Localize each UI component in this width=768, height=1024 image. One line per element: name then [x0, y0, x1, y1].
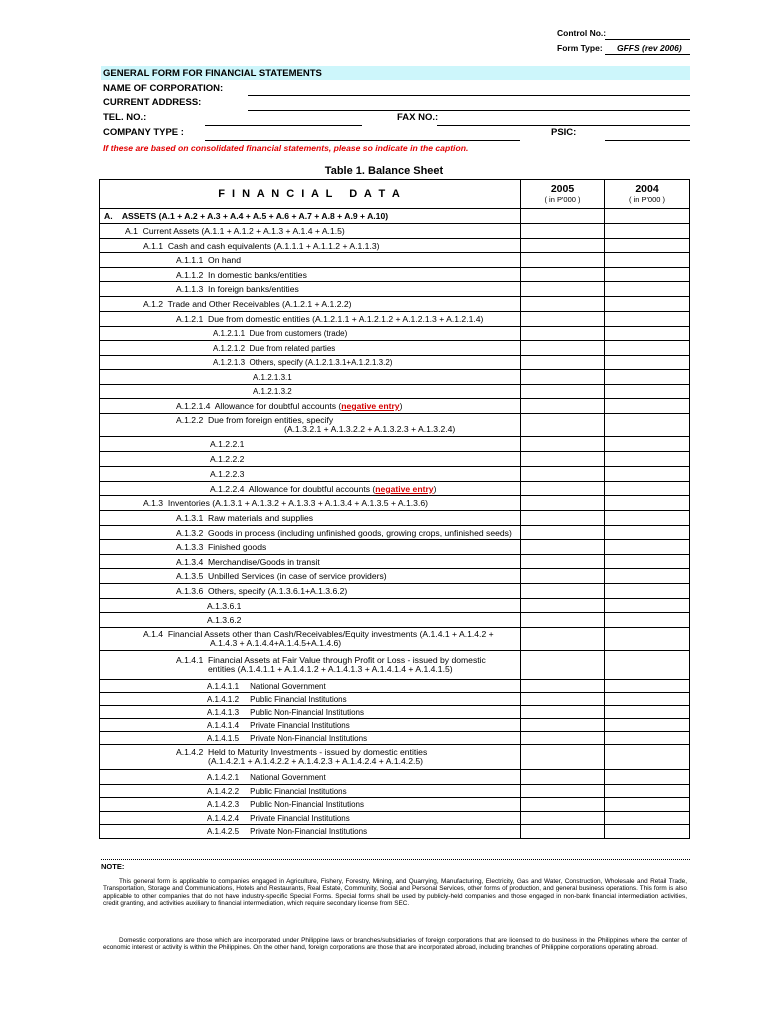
corporation-name-label: NAME OF CORPORATION:: [103, 83, 224, 94]
row-label-cell: [100, 437, 521, 452]
value-2005-cell[interactable]: [521, 651, 605, 680]
row-label: A.1.1.3 In foreign banks/entities: [176, 284, 299, 294]
year-2004-header: [605, 180, 690, 209]
table-row: [100, 209, 690, 224]
row-label: A.1.2.1.4 Allowance for doubtful accounts (: [176, 401, 342, 411]
control-no-field[interactable]: [605, 39, 690, 40]
value-2005-cell[interactable]: [521, 341, 605, 356]
value-2005-cell[interactable]: [521, 268, 605, 282]
value-2004-cell[interactable]: [605, 414, 690, 437]
row-label-cell: [100, 651, 521, 680]
row-label-cell: [100, 745, 521, 770]
row-label: A.1.4.1.5 Private Non-Financial Institutions: [207, 733, 368, 743]
table-row: [100, 628, 690, 651]
table-row: [100, 651, 690, 680]
table-row: [100, 341, 690, 356]
notes-paragraph-1: This general form is applicable to companies engaged in Agriculture, Fishery, Forestry, Mining, and Quarrying, Manufacturing, Electricity, Gas and Water, Construction, Wholesale and Retail Trade, Transportation, Storage and Communications, Hotels and Restaurants, Real Estate, Community, Social and Personal Services, other forms of production, and general business operations. This form is also applicable to other companies that do not have industry-specific Special Forms. Special forms shall be used by publicly-held companies and those engaged in non-bank financial intermediation activities, credit granting, and activities auxiliary to financial intermediation, which require secondary license from SEC.: [103, 878, 687, 907]
row-label: A.1.1.2 In domestic banks/entities: [176, 269, 307, 280]
value-2004-cell[interactable]: [605, 437, 690, 452]
value-2005-cell[interactable]: [521, 569, 605, 584]
value-2004-cell[interactable]: [605, 482, 690, 496]
notes-paragraph-2: Domestic corporations are those which are incorporated under Philippine laws or branches/subsidiaries of foreign corporations that are licensed to do business in the Philippines where the center of economic interest or activity is within the Philippines. On the other hand, foreign corporations are those that are incorporated abroad, including branches of Philippine corporations operating abroad.: [103, 937, 687, 952]
row-label: A.1.4.2.5 Private Non-Financial Institutions: [207, 827, 368, 836]
row-label-cell: [100, 680, 521, 693]
row-label-cell: [100, 253, 521, 268]
row-label-cell: [100, 414, 521, 437]
value-2004-cell[interactable]: [605, 745, 690, 770]
table-row: [100, 399, 690, 414]
value-2004-cell[interactable]: [605, 312, 690, 327]
row-label-cell: [100, 224, 521, 239]
row-label-cell: [100, 482, 521, 496]
form-title: GENERAL FORM FOR FINANCIAL STATEMENTS: [103, 68, 322, 79]
row-label-cell: [100, 399, 521, 414]
row-label-cell: [100, 584, 521, 599]
table-row: [100, 584, 690, 599]
table-row: [100, 540, 690, 555]
table-row: [100, 526, 690, 540]
row-label-cell: [100, 719, 521, 732]
table-row: [100, 732, 690, 745]
value-2004-cell[interactable]: [605, 385, 690, 399]
value-2004-cell[interactable]: [605, 282, 690, 297]
row-label-continued: (A.1.4.2.1 + A.1.4.2.2 + A.1.4.2.3 + A.1.4.2.4 + A.1.4.2.5): [208, 756, 424, 766]
value-2005-cell[interactable]: [521, 706, 605, 719]
value-2004-cell[interactable]: [605, 370, 690, 385]
table-row: [100, 693, 690, 706]
negative-entry-label: negative entry: [375, 483, 434, 494]
value-2004-cell[interactable]: [605, 613, 690, 628]
row-label: A.1.4.2.4 Private Financial Institutions: [207, 813, 350, 823]
table-row: [100, 569, 690, 584]
fax-no-label: FAX NO.:: [397, 112, 439, 123]
company-type-field[interactable]: [205, 140, 520, 141]
table-header-row: [100, 180, 690, 209]
tel-no-label: TEL. NO.:: [103, 112, 147, 123]
year-2005-header: [521, 180, 605, 209]
negative-entry-label: negative entry: [341, 401, 400, 411]
row-label: A.1.2.2.4 Allowance for doubtful accounts (: [210, 483, 376, 494]
table-row: [100, 312, 690, 327]
row-label: A.1.4.1.2 Public Financial Institutions: [207, 694, 347, 704]
year-2004-label: 2004: [635, 182, 659, 195]
value-2004-cell[interactable]: [605, 209, 690, 224]
row-label: A.1.3.1 Raw materials and supplies: [176, 513, 314, 523]
row-label: A. ASSETS (A.1 + A.2 + A.3 + A.4 + A.5 + A.6 + A.7 + A.8 + A.9 + A.10): [104, 211, 389, 221]
value-2005-cell[interactable]: [521, 613, 605, 628]
value-2005-cell[interactable]: [521, 482, 605, 496]
row-label-cell: [100, 569, 521, 584]
row-label-cell: [100, 496, 521, 511]
row-label: A.1.3.3 Finished goods: [176, 542, 267, 552]
table-row: [100, 370, 690, 385]
consolidated-caption-note: If these are based on consolidated financial statements, please so indicate in the caption.: [103, 143, 469, 153]
value-2004-cell[interactable]: [605, 555, 690, 569]
year-2005-label: 2005: [550, 182, 575, 195]
value-2004-cell[interactable]: [605, 628, 690, 651]
row-label: A.1 Current Assets (A.1.1 + A.1.2 + A.1.3 + A.1.4 + A.1.5): [125, 226, 345, 236]
table-row: [100, 385, 690, 399]
value-2005-cell[interactable]: [521, 584, 605, 599]
value-2005-cell[interactable]: [521, 496, 605, 511]
table-row: [100, 680, 690, 693]
row-label: A.1.3.5 Unbilled Services (in case of service providers): [176, 571, 387, 581]
row-label-cell: [100, 599, 521, 613]
row-label: A.1.4 Financial Assets other than Cash/Receivables/Equity investments (A.1.4.1 + A.1.4.2 +: [143, 629, 494, 639]
table-row: [100, 719, 690, 732]
row-label-cell: [100, 341, 521, 356]
value-2004-cell[interactable]: [605, 356, 690, 370]
row-label: A.1.4.2 Held to Maturity Investments - issued by domestic entities: [176, 747, 428, 757]
value-2004-cell[interactable]: [605, 224, 690, 239]
value-2005-cell[interactable]: [521, 253, 605, 268]
value-2005-cell[interactable]: [521, 297, 605, 312]
row-label-cell: [100, 770, 521, 785]
row-label-cell: [100, 540, 521, 555]
row-label-cell: [100, 268, 521, 282]
row-label: A.1.2.1.2 Due from related parties: [213, 343, 336, 353]
table-row: [100, 224, 690, 239]
row-label: A.1.3 Inventories (A.1.3.1 + A.1.3.2 + A.1.3.3 + A.1.3.4 + A.1.3.5 + A.1.3.6): [143, 498, 428, 508]
table-row: [100, 467, 690, 482]
row-label: A.1.2.1.3 Others, specify (A.1.2.1.3.1+A.1.2.1.3.2): [213, 358, 393, 367]
row-label: A.1.2.2 Due from foreign entities, specify: [176, 415, 334, 425]
year-2004-unit: ( in P'000 ): [628, 194, 666, 204]
value-2005-cell[interactable]: [521, 511, 605, 526]
value-2004-cell[interactable]: [605, 239, 690, 253]
financial-data-header: F I N A N C I A L D A T A: [100, 180, 521, 209]
value-2005-cell[interactable]: [521, 437, 605, 452]
row-label: A.1.4.1.1 National Government: [207, 681, 326, 691]
row-label-cell: [100, 370, 521, 385]
table-row: [100, 825, 690, 839]
table-row: [100, 356, 690, 370]
value-2005-cell[interactable]: [521, 526, 605, 540]
table-row: [100, 414, 690, 437]
row-label-suffix: ): [433, 483, 437, 494]
value-2004-cell[interactable]: [605, 825, 690, 839]
table-row: [100, 812, 690, 825]
table-row: [100, 511, 690, 526]
corporation-name-field[interactable]: [248, 95, 690, 96]
value-2005-cell[interactable]: [521, 812, 605, 825]
value-2005-cell[interactable]: [521, 785, 605, 798]
table-title: Table 1. Balance Sheet: [324, 165, 444, 177]
row-label: A.1.4.1.4 Private Financial Institutions: [207, 720, 350, 730]
row-label-cell: [100, 706, 521, 719]
value-2005-cell[interactable]: [521, 312, 605, 327]
value-2005-cell[interactable]: [521, 540, 605, 555]
company-type-label: COMPANY TYPE :: [103, 127, 184, 138]
row-label: A.1.3.6.2: [207, 615, 242, 625]
notes-divider: [101, 859, 690, 860]
value-2004-cell[interactable]: [605, 812, 690, 825]
table-row: [100, 706, 690, 719]
table-row: [100, 496, 690, 511]
value-2005-cell[interactable]: [521, 414, 605, 437]
fax-no-field[interactable]: [437, 125, 690, 126]
current-address-field[interactable]: [248, 110, 690, 111]
row-label-cell: [100, 239, 521, 253]
row-label-cell: [100, 312, 521, 327]
row-label: A.1.4.1.3 Public Non-Financial Institutions: [207, 707, 364, 717]
row-label: A.1.3.6 Others, specify (A.1.3.6.1+A.1.3.6.2): [176, 586, 348, 596]
value-2004-cell[interactable]: [605, 452, 690, 467]
value-2005-cell[interactable]: [521, 825, 605, 839]
row-label: A.1.2.2.1: [210, 439, 245, 449]
value-2004-cell[interactable]: [605, 785, 690, 798]
notes-heading: NOTE:: [101, 862, 125, 871]
form-type-value: GFFS (rev 2006): [617, 43, 682, 53]
value-2004-cell[interactable]: [605, 706, 690, 719]
value-2004-cell[interactable]: [605, 732, 690, 745]
value-2005-cell[interactable]: [521, 693, 605, 706]
value-2005-cell[interactable]: [521, 599, 605, 613]
row-label: A.1.2.1.3.1: [253, 372, 292, 382]
value-2004-cell[interactable]: [605, 693, 690, 706]
value-2005-cell[interactable]: [521, 745, 605, 770]
value-2004-cell[interactable]: [605, 297, 690, 312]
table-row: [100, 785, 690, 798]
value-2004-cell[interactable]: [605, 569, 690, 584]
row-label: A.1.2 Trade and Other Receivables (A.1.2.1 + A.1.2.2): [143, 299, 352, 309]
value-2005-cell[interactable]: [521, 770, 605, 785]
row-label: A.1.4.2.3 Public Non-Financial Institutions: [207, 800, 364, 809]
value-2005-cell[interactable]: [521, 399, 605, 414]
value-2005-cell[interactable]: [521, 356, 605, 370]
row-label-cell: [100, 785, 521, 798]
row-label-cell: [100, 526, 521, 540]
table-row: [100, 437, 690, 452]
row-label: A.1.2.1 Due from domestic entities (A.1.2.1.1 + A.1.2.1.2 + A.1.2.1.3 + A.1.2.1.4): [176, 314, 484, 324]
row-label-continued: (A.1.3.2.1 + A.1.3.2.2 + A.1.3.2.3 + A.1.3.2.4): [284, 424, 456, 434]
row-label-cell: [100, 555, 521, 569]
table-row: [100, 599, 690, 613]
row-label: A.1.3.4 Merchandise/Goods in transit: [176, 556, 320, 567]
value-2005-cell[interactable]: [521, 209, 605, 224]
control-no-label: Control No.:: [557, 28, 607, 38]
value-2005-cell[interactable]: [521, 239, 605, 253]
row-label-cell: [100, 297, 521, 312]
row-label-cell: [100, 209, 521, 224]
table-row: [100, 253, 690, 268]
form-type-underline: [605, 54, 690, 55]
table-row: [100, 482, 690, 496]
row-label: A.1.2.1.1 Due from customers (trade): [213, 329, 348, 338]
row-label-cell: [100, 798, 521, 812]
row-label-cell: [100, 282, 521, 297]
table-row: [100, 745, 690, 770]
value-2004-cell[interactable]: [605, 253, 690, 268]
table-row: [100, 452, 690, 467]
row-label-cell: [100, 467, 521, 482]
row-label-suffix: ): [399, 401, 403, 411]
table-row: [100, 798, 690, 812]
value-2005-cell[interactable]: [521, 452, 605, 467]
value-2004-cell[interactable]: [605, 651, 690, 680]
value-2005-cell[interactable]: [521, 327, 605, 341]
table-row: [100, 327, 690, 341]
value-2004-cell[interactable]: [605, 584, 690, 599]
value-2004-cell[interactable]: [605, 526, 690, 540]
row-label-cell: [100, 825, 521, 839]
table-row: [100, 268, 690, 282]
value-2004-cell[interactable]: [605, 399, 690, 414]
table-row: [100, 555, 690, 569]
row-label: A.1.4.1 Financial Assets at Fair Value through Profit or Loss - issued by domestic: [176, 655, 486, 665]
row-label-cell: [100, 628, 521, 651]
table-row: [100, 297, 690, 312]
row-label: A.1.1.1 On hand: [176, 255, 241, 265]
row-label: A.1.3.6.1: [207, 600, 242, 611]
value-2005-cell[interactable]: [521, 732, 605, 745]
row-label-continued: A.1.4.3 + A.1.4.4+A.1.4.5+A.1.4.6): [210, 638, 342, 648]
psic-label: PSIC:: [551, 127, 577, 138]
value-2004-cell[interactable]: [605, 511, 690, 526]
row-label-cell: [100, 613, 521, 628]
value-2004-cell[interactable]: [605, 327, 690, 341]
row-label: A.1.2.2.3: [210, 469, 245, 479]
value-2004-cell[interactable]: [605, 719, 690, 732]
row-label-cell: [100, 511, 521, 526]
row-label: A.1.4.2.2 Public Financial Institutions: [207, 786, 347, 796]
table-row: [100, 282, 690, 297]
row-label-cell: [100, 327, 521, 341]
value-2004-cell[interactable]: [605, 341, 690, 356]
value-2005-cell[interactable]: [521, 680, 605, 693]
table-row: [100, 770, 690, 785]
row-label: A.1.1 Cash and cash equivalents (A.1.1.1 + A.1.1.2 + A.1.1.3): [143, 240, 380, 251]
value-2005-cell[interactable]: [521, 467, 605, 482]
row-label-cell: [100, 385, 521, 399]
value-2004-cell[interactable]: [605, 798, 690, 812]
row-label: A.1.2.2.2: [210, 454, 245, 464]
table-row: [100, 239, 690, 253]
value-2005-cell[interactable]: [521, 370, 605, 385]
value-2004-cell[interactable]: [605, 268, 690, 282]
table-row: [100, 613, 690, 628]
value-2005-cell[interactable]: [521, 555, 605, 569]
value-2005-cell[interactable]: [521, 385, 605, 399]
value-2004-cell[interactable]: [605, 467, 690, 482]
row-label-cell: [100, 693, 521, 706]
form-type-label: Form Type:: [557, 43, 603, 53]
current-address-label: CURRENT ADDRESS:: [103, 97, 202, 108]
value-2004-cell[interactable]: [605, 680, 690, 693]
row-label: A.1.4.2.1 National Government: [207, 772, 326, 782]
value-2004-cell[interactable]: [605, 496, 690, 511]
value-2005-cell[interactable]: [521, 224, 605, 239]
row-label: A.1.2.1.3.2: [253, 387, 292, 396]
row-label: A.1.3.2 Goods in process (including unfinished goods, growing crops, unfinished seeds): [176, 527, 512, 538]
value-2005-cell[interactable]: [521, 282, 605, 297]
row-label-cell: [100, 732, 521, 745]
tel-no-field[interactable]: [205, 125, 362, 126]
value-2004-cell[interactable]: [605, 540, 690, 555]
row-label-cell: [100, 452, 521, 467]
value-2005-cell[interactable]: [521, 628, 605, 651]
psic-field[interactable]: [605, 140, 690, 141]
balance-sheet-table: [99, 179, 690, 839]
value-2004-cell[interactable]: [605, 599, 690, 613]
row-label-cell: [100, 812, 521, 825]
value-2005-cell[interactable]: [521, 719, 605, 732]
value-2005-cell[interactable]: [521, 798, 605, 812]
year-2005-unit: ( in P'000 ): [544, 194, 581, 204]
row-label-cell: [100, 356, 521, 370]
row-label-continued: entities (A.1.4.1.1 + A.1.4.1.2 + A.1.4.1.3 + A.1.4.1.4 + A.1.4.1.5): [208, 664, 453, 674]
value-2004-cell[interactable]: [605, 770, 690, 785]
